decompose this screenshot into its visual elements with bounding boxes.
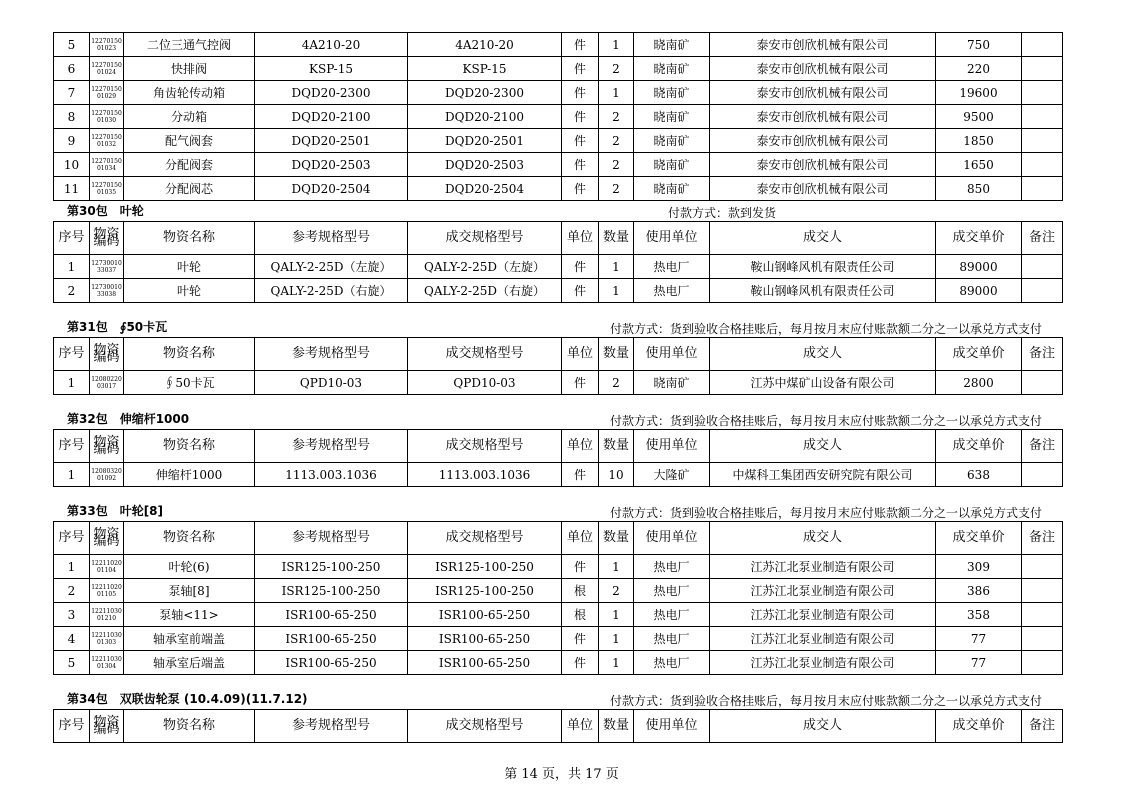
cell-quantity: 1: [599, 555, 634, 579]
header-item-code: 物资编码: [90, 430, 124, 463]
cell-ref-spec: QALY-2-25D（右旋）: [255, 279, 408, 303]
table-row: [54, 371, 1063, 395]
cell-unit: 件: [562, 279, 599, 303]
header-quantity: 数量: [599, 222, 634, 255]
cell-remark: [1022, 81, 1063, 105]
cell-ref-spec: ISR125-100-250: [255, 555, 408, 579]
cell-unit: 件: [562, 81, 599, 105]
cell-quantity: 2: [599, 153, 634, 177]
cell-item-code: 1221103001304: [90, 651, 124, 675]
table-row: [54, 651, 1063, 675]
cell-item-name: 配气阀套: [124, 129, 255, 153]
cell-row-number: 1: [54, 255, 90, 279]
header-ref-spec: 参考规格型号: [255, 222, 408, 255]
cell-ref-spec: DQD20-2503: [255, 153, 408, 177]
package-heading: [53, 395, 1062, 429]
table-header-row: [54, 710, 1063, 743]
header-vendor: 成交人: [710, 522, 936, 555]
cell-unit: 根: [562, 603, 599, 627]
cell-row-number: 1: [54, 371, 90, 395]
table-row: [54, 255, 1063, 279]
cell-vendor: 江苏江北泵业制造有限公司: [710, 651, 936, 675]
package-table: [53, 429, 1063, 487]
cell-remark: [1022, 129, 1063, 153]
cell-unit-price: 77: [936, 651, 1022, 675]
cell-quantity: 1: [599, 627, 634, 651]
header-item-code: 物资编码: [90, 710, 124, 743]
header-row-number: 序号: [54, 430, 90, 463]
header-deal-spec: 成交规格型号: [408, 338, 562, 371]
cell-user-unit: 晓南矿: [634, 129, 710, 153]
cell-unit: 件: [562, 463, 599, 487]
cell-vendor: 江苏江北泵业制造有限公司: [710, 603, 936, 627]
header-unit: 单位: [562, 430, 599, 463]
header-vendor: 成交人: [710, 430, 936, 463]
header-user-unit: 使用单位: [634, 710, 710, 743]
header-deal-spec: 成交规格型号: [408, 710, 562, 743]
header-item-name: 物资名称: [124, 222, 255, 255]
header-ref-spec: 参考规格型号: [255, 338, 408, 371]
cell-deal-spec: QPD10-03: [408, 371, 562, 395]
header-quantity: 数量: [599, 522, 634, 555]
table-header-row: [54, 222, 1063, 255]
top-table: [53, 32, 1063, 201]
cell-remark: [1022, 33, 1063, 57]
cell-unit-price: 358: [936, 603, 1022, 627]
cell-item-code: 1227015001035: [90, 177, 124, 201]
cell-row-number: 10: [54, 153, 90, 177]
cell-user-unit: 晓南矿: [634, 57, 710, 81]
cell-user-unit: 热电厂: [634, 579, 710, 603]
cell-remark: [1022, 579, 1063, 603]
cell-quantity: 1: [599, 255, 634, 279]
header-user-unit: 使用单位: [634, 222, 710, 255]
header-ref-spec: 参考规格型号: [255, 430, 408, 463]
cell-item-code: 1227015001024: [90, 57, 124, 81]
cell-vendor: 江苏中煤矿山设备有限公司: [710, 371, 936, 395]
cell-row-number: 1: [54, 555, 90, 579]
header-remark: 备注: [1022, 430, 1063, 463]
package-heading: [53, 201, 1062, 221]
cell-ref-spec: ISR125-100-250: [255, 579, 408, 603]
cell-row-number: 2: [54, 579, 90, 603]
cell-remark: [1022, 255, 1063, 279]
cell-unit-price: 2800: [936, 371, 1022, 395]
cell-user-unit: 晓南矿: [634, 105, 710, 129]
cell-unit-price: 77: [936, 627, 1022, 651]
cell-deal-spec: 1113.003.1036: [408, 463, 562, 487]
cell-ref-spec: DQD20-2100: [255, 105, 408, 129]
package-title: 第30包 叶轮: [67, 204, 144, 218]
cell-deal-spec: 4A210-20: [408, 33, 562, 57]
cell-quantity: 1: [599, 33, 634, 57]
header-quantity: 数量: [599, 338, 634, 371]
header-vendor: 成交人: [710, 710, 936, 743]
cell-deal-spec: DQD20-2100: [408, 105, 562, 129]
table-row: [54, 177, 1063, 201]
cell-vendor: 泰安市创欣机械有限公司: [710, 177, 936, 201]
cell-item-name: ∮50卡瓦: [124, 371, 255, 395]
cell-item-name: 二位三通气控阀: [124, 33, 255, 57]
cell-unit-price: 850: [936, 177, 1022, 201]
table-row: [54, 555, 1063, 579]
table-row: [54, 627, 1063, 651]
cell-deal-spec: ISR125-100-250: [408, 555, 562, 579]
document-sheet: [53, 32, 1062, 743]
cell-vendor: 江苏江北泵业制造有限公司: [710, 579, 936, 603]
cell-row-number: 11: [54, 177, 90, 201]
cell-row-number: 6: [54, 57, 90, 81]
package-heading: [53, 303, 1062, 337]
cell-row-number: 8: [54, 105, 90, 129]
header-item-name: 物资名称: [124, 710, 255, 743]
cell-ref-spec: DQD20-2501: [255, 129, 408, 153]
cell-vendor: 泰安市创欣机械有限公司: [710, 129, 936, 153]
cell-quantity: 2: [599, 105, 634, 129]
cell-row-number: 7: [54, 81, 90, 105]
cell-remark: [1022, 555, 1063, 579]
cell-vendor: 泰安市创欣机械有限公司: [710, 33, 936, 57]
table-row: [54, 129, 1063, 153]
cell-item-name: 分动箱: [124, 105, 255, 129]
cell-ref-spec: 4A210-20: [255, 33, 408, 57]
package-table: [53, 709, 1063, 743]
cell-deal-spec: ISR100-65-250: [408, 627, 562, 651]
cell-vendor: 泰安市创欣机械有限公司: [710, 105, 936, 129]
cell-vendor: 鞍山钢峰风机有限责任公司: [710, 255, 936, 279]
cell-quantity: 2: [599, 129, 634, 153]
header-unit: 单位: [562, 338, 599, 371]
cell-item-code: 1227015001032: [90, 129, 124, 153]
cell-row-number: 4: [54, 627, 90, 651]
cell-unit: 件: [562, 33, 599, 57]
cell-remark: [1022, 371, 1063, 395]
table-row: [54, 33, 1063, 57]
cell-remark: [1022, 651, 1063, 675]
package-title: 第31包 ∮50卡瓦: [67, 320, 168, 334]
package-title: 第34包 双联齿轮泵 (10.4.09)(11.7.12): [67, 692, 308, 706]
cell-vendor: 江苏江北泵业制造有限公司: [710, 627, 936, 651]
cell-remark: [1022, 105, 1063, 129]
cell-unit: 件: [562, 555, 599, 579]
header-item-code: 物资编码: [90, 338, 124, 371]
header-ref-spec: 参考规格型号: [255, 710, 408, 743]
cell-quantity: 2: [599, 177, 634, 201]
package-table: [53, 221, 1063, 303]
cell-item-name: 泵轴[8]: [124, 579, 255, 603]
header-unit-price: 成交单价: [936, 222, 1022, 255]
cell-user-unit: 热电厂: [634, 603, 710, 627]
page-footer: 第 14 页，共 17 页: [504, 767, 619, 782]
payment-terms: 付款方式：货到验收合格挂账后，每月按月末应付账款额二分之一以承兑方式支付: [609, 694, 1042, 708]
cell-ref-spec: 1113.003.1036: [255, 463, 408, 487]
header-row-number: 序号: [54, 338, 90, 371]
cell-item-code: 1208032001092: [90, 463, 124, 487]
header-vendor: 成交人: [710, 338, 936, 371]
cell-user-unit: 热电厂: [634, 279, 710, 303]
cell-item-code: 1221103001303: [90, 627, 124, 651]
cell-remark: [1022, 463, 1063, 487]
cell-ref-spec: QPD10-03: [255, 371, 408, 395]
cell-user-unit: 晓南矿: [634, 153, 710, 177]
cell-unit-price: 309: [936, 555, 1022, 579]
header-vendor: 成交人: [710, 222, 936, 255]
cell-deal-spec: QALY-2-25D（右旋）: [408, 279, 562, 303]
cell-quantity: 2: [599, 57, 634, 81]
cell-vendor: 泰安市创欣机械有限公司: [710, 153, 936, 177]
cell-unit: 件: [562, 105, 599, 129]
cell-ref-spec: ISR100-65-250: [255, 603, 408, 627]
cell-item-code: 1273001033038: [90, 279, 124, 303]
package-title: 第33包 叶轮[8]: [67, 504, 164, 518]
cell-unit-price: 750: [936, 33, 1022, 57]
cell-unit: 件: [562, 371, 599, 395]
cell-item-code: 1208022003017: [90, 371, 124, 395]
cell-unit: 根: [562, 579, 599, 603]
cell-row-number: 9: [54, 129, 90, 153]
cell-quantity: 2: [599, 579, 634, 603]
header-quantity: 数量: [599, 710, 634, 743]
cell-row-number: 2: [54, 279, 90, 303]
payment-terms: 付款方式：货到验收合格挂账后，每月按月末应付账款额二分之一以承兑方式支付: [609, 322, 1042, 336]
cell-remark: [1022, 57, 1063, 81]
header-user-unit: 使用单位: [634, 522, 710, 555]
table-row: [54, 463, 1063, 487]
cell-remark: [1022, 627, 1063, 651]
table-row: [54, 603, 1063, 627]
cell-unit: 件: [562, 255, 599, 279]
table-row: [54, 279, 1063, 303]
header-unit: 单位: [562, 522, 599, 555]
cell-quantity: 1: [599, 651, 634, 675]
header-item-code: 物资编码: [90, 522, 124, 555]
cell-vendor: 泰安市创欣机械有限公司: [710, 57, 936, 81]
table-row: [54, 81, 1063, 105]
cell-row-number: 5: [54, 651, 90, 675]
cell-remark: [1022, 279, 1063, 303]
cell-item-name: 叶轮(6): [124, 555, 255, 579]
cell-row-number: 3: [54, 603, 90, 627]
package-table: [53, 337, 1063, 395]
cell-item-name: 快排阀: [124, 57, 255, 81]
package-title: 第32包 伸缩杆1000: [67, 412, 190, 426]
cell-unit: 件: [562, 129, 599, 153]
cell-quantity: 2: [599, 371, 634, 395]
cell-item-code: 1227015001030: [90, 105, 124, 129]
cell-item-name: 角齿轮传动箱: [124, 81, 255, 105]
cell-deal-spec: DQD20-2501: [408, 129, 562, 153]
header-deal-spec: 成交规格型号: [408, 222, 562, 255]
header-item-code: 物资编码: [90, 222, 124, 255]
cell-item-name: 分配阀芯: [124, 177, 255, 201]
cell-ref-spec: KSP-15: [255, 57, 408, 81]
cell-item-code: 1221102001104: [90, 555, 124, 579]
cell-deal-spec: KSP-15: [408, 57, 562, 81]
cell-item-code: 1221102001105: [90, 579, 124, 603]
cell-remark: [1022, 153, 1063, 177]
table-header-row: [54, 522, 1063, 555]
cell-deal-spec: ISR125-100-250: [408, 579, 562, 603]
cell-unit: 件: [562, 57, 599, 81]
header-item-name: 物资名称: [124, 522, 255, 555]
cell-unit-price: 89000: [936, 255, 1022, 279]
header-remark: 备注: [1022, 338, 1063, 371]
cell-user-unit: 晓南矿: [634, 81, 710, 105]
cell-user-unit: 晓南矿: [634, 177, 710, 201]
cell-vendor: 泰安市创欣机械有限公司: [710, 81, 936, 105]
table-row: [54, 153, 1063, 177]
table-row: [54, 105, 1063, 129]
cell-unit-price: 1850: [936, 129, 1022, 153]
cell-item-name: 伸缩杆1000: [124, 463, 255, 487]
cell-quantity: 10: [599, 463, 634, 487]
cell-item-name: 叶轮: [124, 279, 255, 303]
packages-container: [53, 201, 1062, 743]
header-user-unit: 使用单位: [634, 430, 710, 463]
header-unit-price: 成交单价: [936, 522, 1022, 555]
cell-deal-spec: DQD20-2503: [408, 153, 562, 177]
cell-user-unit: 热电厂: [634, 255, 710, 279]
cell-item-code: 1227015001029: [90, 81, 124, 105]
package-table: [53, 521, 1063, 675]
cell-ref-spec: DQD20-2300: [255, 81, 408, 105]
header-user-unit: 使用单位: [634, 338, 710, 371]
cell-deal-spec: ISR100-65-250: [408, 651, 562, 675]
header-remark: 备注: [1022, 522, 1063, 555]
cell-remark: [1022, 177, 1063, 201]
table-row: [54, 57, 1063, 81]
table-header-row: [54, 430, 1063, 463]
cell-item-code: 1273001033037: [90, 255, 124, 279]
cell-deal-spec: DQD20-2300: [408, 81, 562, 105]
header-deal-spec: 成交规格型号: [408, 430, 562, 463]
payment-terms: 付款方式：货到验收合格挂账后，每月按月末应付账款额二分之一以承兑方式支付: [609, 506, 1042, 520]
cell-row-number: 1: [54, 463, 90, 487]
header-deal-spec: 成交规格型号: [408, 522, 562, 555]
header-unit: 单位: [562, 710, 599, 743]
cell-unit-price: 19600: [936, 81, 1022, 105]
cell-ref-spec: QALY-2-25D（左旋）: [255, 255, 408, 279]
header-unit: 单位: [562, 222, 599, 255]
cell-deal-spec: DQD20-2504: [408, 177, 562, 201]
cell-ref-spec: ISR100-65-250: [255, 651, 408, 675]
cell-item-code: 1227015001023: [90, 33, 124, 57]
cell-quantity: 1: [599, 81, 634, 105]
header-quantity: 数量: [599, 430, 634, 463]
cell-item-code: 1227015001034: [90, 153, 124, 177]
cell-user-unit: 热电厂: [634, 627, 710, 651]
cell-deal-spec: ISR100-65-250: [408, 603, 562, 627]
cell-vendor: 中煤科工集团西安研究院有限公司: [710, 463, 936, 487]
payment-terms: 付款方式：货到验收合格挂账后，每月按月末应付账款额二分之一以承兑方式支付: [609, 414, 1042, 428]
header-unit-price: 成交单价: [936, 710, 1022, 743]
header-unit-price: 成交单价: [936, 430, 1022, 463]
cell-item-code: 1221103001210: [90, 603, 124, 627]
header-item-name: 物资名称: [124, 430, 255, 463]
table-row: [54, 579, 1063, 603]
cell-unit: 件: [562, 651, 599, 675]
cell-remark: [1022, 603, 1063, 627]
package-heading: [53, 487, 1062, 521]
cell-item-name: 轴承室后端盖: [124, 651, 255, 675]
cell-unit-price: 386: [936, 579, 1022, 603]
cell-user-unit: 大隆矿: [634, 463, 710, 487]
cell-user-unit: 晓南矿: [634, 33, 710, 57]
cell-unit-price: 1650: [936, 153, 1022, 177]
cell-unit: 件: [562, 177, 599, 201]
table-header-row: [54, 338, 1063, 371]
cell-ref-spec: ISR100-65-250: [255, 627, 408, 651]
header-remark: 备注: [1022, 710, 1063, 743]
package-heading: [53, 675, 1062, 709]
cell-user-unit: 热电厂: [634, 555, 710, 579]
cell-item-name: 轴承室前端盖: [124, 627, 255, 651]
cell-unit: 件: [562, 153, 599, 177]
cell-unit-price: 638: [936, 463, 1022, 487]
cell-user-unit: 热电厂: [634, 651, 710, 675]
cell-user-unit: 晓南矿: [634, 371, 710, 395]
cell-vendor: 江苏江北泵业制造有限公司: [710, 555, 936, 579]
header-row-number: 序号: [54, 222, 90, 255]
header-ref-spec: 参考规格型号: [255, 522, 408, 555]
header-item-name: 物资名称: [124, 338, 255, 371]
cell-item-name: 叶轮: [124, 255, 255, 279]
cell-quantity: 1: [599, 603, 634, 627]
cell-unit-price: 9500: [936, 105, 1022, 129]
cell-unit-price: 89000: [936, 279, 1022, 303]
cell-item-name: 分配阀套: [124, 153, 255, 177]
cell-quantity: 1: [599, 279, 634, 303]
header-row-number: 序号: [54, 522, 90, 555]
cell-ref-spec: DQD20-2504: [255, 177, 408, 201]
cell-vendor: 鞍山钢峰风机有限责任公司: [710, 279, 936, 303]
header-unit-price: 成交单价: [936, 338, 1022, 371]
header-row-number: 序号: [54, 710, 90, 743]
cell-item-name: 泵轴<11>: [124, 603, 255, 627]
header-remark: 备注: [1022, 222, 1063, 255]
cell-row-number: 5: [54, 33, 90, 57]
cell-unit-price: 220: [936, 57, 1022, 81]
cell-unit: 件: [562, 627, 599, 651]
cell-deal-spec: QALY-2-25D（左旋）: [408, 255, 562, 279]
payment-terms: 付款方式：款到发货: [667, 206, 776, 220]
